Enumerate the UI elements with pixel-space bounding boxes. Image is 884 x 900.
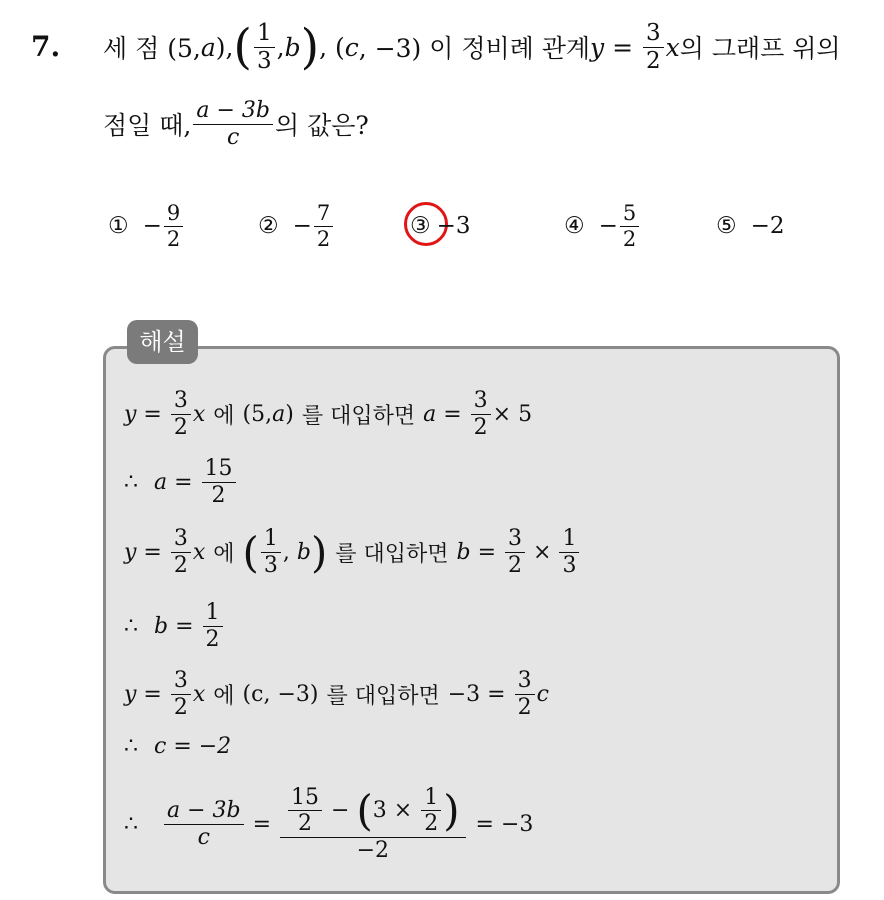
choice-sign: − [142,213,162,239]
choice-marker: ④ [564,213,585,239]
choice-marker: ② [258,213,279,239]
q-text: 의 값은? [274,111,369,140]
solution-line-1: y = $\frac{3}{2}$ x 에 (5, a ) 를 대입하면 a = $\frac{3}{2}$ × 5 [124,388,533,440]
choice-4[interactable] [564,196,641,256]
choice-fraction: $\frac{7}{2}$ [314,201,333,250]
choice-fraction: $\frac{5}{2}$ [620,201,639,250]
question-line-1 [103,16,841,78]
fraction-three-halves: $\frac{3}{2}$ [643,20,664,74]
q-text: , ( [319,32,345,62]
q-text: 의 그래프 위의 [679,34,841,63]
choice-sign: − [598,213,618,239]
expression-fraction: $\frac{a - 3b}{c}$ [193,98,273,150]
choice-3[interactable] [410,196,471,256]
choice-1[interactable] [108,196,185,256]
q-text: = [604,32,642,62]
fraction-one-third: $\frac{1}{3}$ [254,20,275,74]
q-var-y: y [590,32,605,62]
q-text: , [276,32,285,62]
q-text: , −3) 이 정비례 관계 [358,34,591,63]
choice-marker: ① [108,213,129,239]
q-text: 점일 때, [103,111,192,140]
solution-label: 해설 [127,320,198,364]
q-var-b: b [284,32,301,62]
solution-line-6: ∴ c = −2 [124,733,232,759]
q-var-c: c [344,32,359,62]
solution-line-4: ∴ b = $\frac{1}{2}$ [124,596,225,656]
q-var-x: x [665,32,680,62]
paren-open: ( [233,19,252,75]
solution-line-7: ∴ $\frac{a - 3b}{c}$ = $\frac{15}{2}$ − ( 3 × $\frac{1}{2}$ ) −2 = −3 [124,785,534,863]
choice-marker: ③ [410,213,431,239]
q-text: ), [215,32,234,62]
big-fraction: $\frac{15}{2}$ − ( 3 × $\frac{1}{2}$ ) −2 [280,785,465,863]
q-text: 세 점 (5, [103,34,201,63]
q-var-a: a [200,32,216,62]
solution-line-3: y = $\frac{3}{2}$ x 에 ( $\frac{1}{3}$ , b ) 를 대입하면 b = $\frac{3}{2}$ × $\frac{1}{3}$ [124,520,581,584]
choice-5[interactable] [716,196,785,256]
solution-line-2: ∴ a = $\frac{15}{2}$ [124,452,238,512]
question-line-2 [103,94,369,154]
choice-value: −3 [436,213,471,239]
choice-marker: ⑤ [716,213,737,239]
choice-value: −2 [750,213,785,239]
solution-line-5: y = $\frac{3}{2}$ x 에 (c, −3) 를 대입하면 −3 = $\frac{3}{2}$ c [124,668,549,720]
choice-fraction: $\frac{9}{2}$ [164,201,183,250]
choice-sign: − [292,213,312,239]
question-number: 7. [31,30,61,63]
paren-close: ) [300,19,320,75]
choice-2[interactable] [258,196,335,256]
